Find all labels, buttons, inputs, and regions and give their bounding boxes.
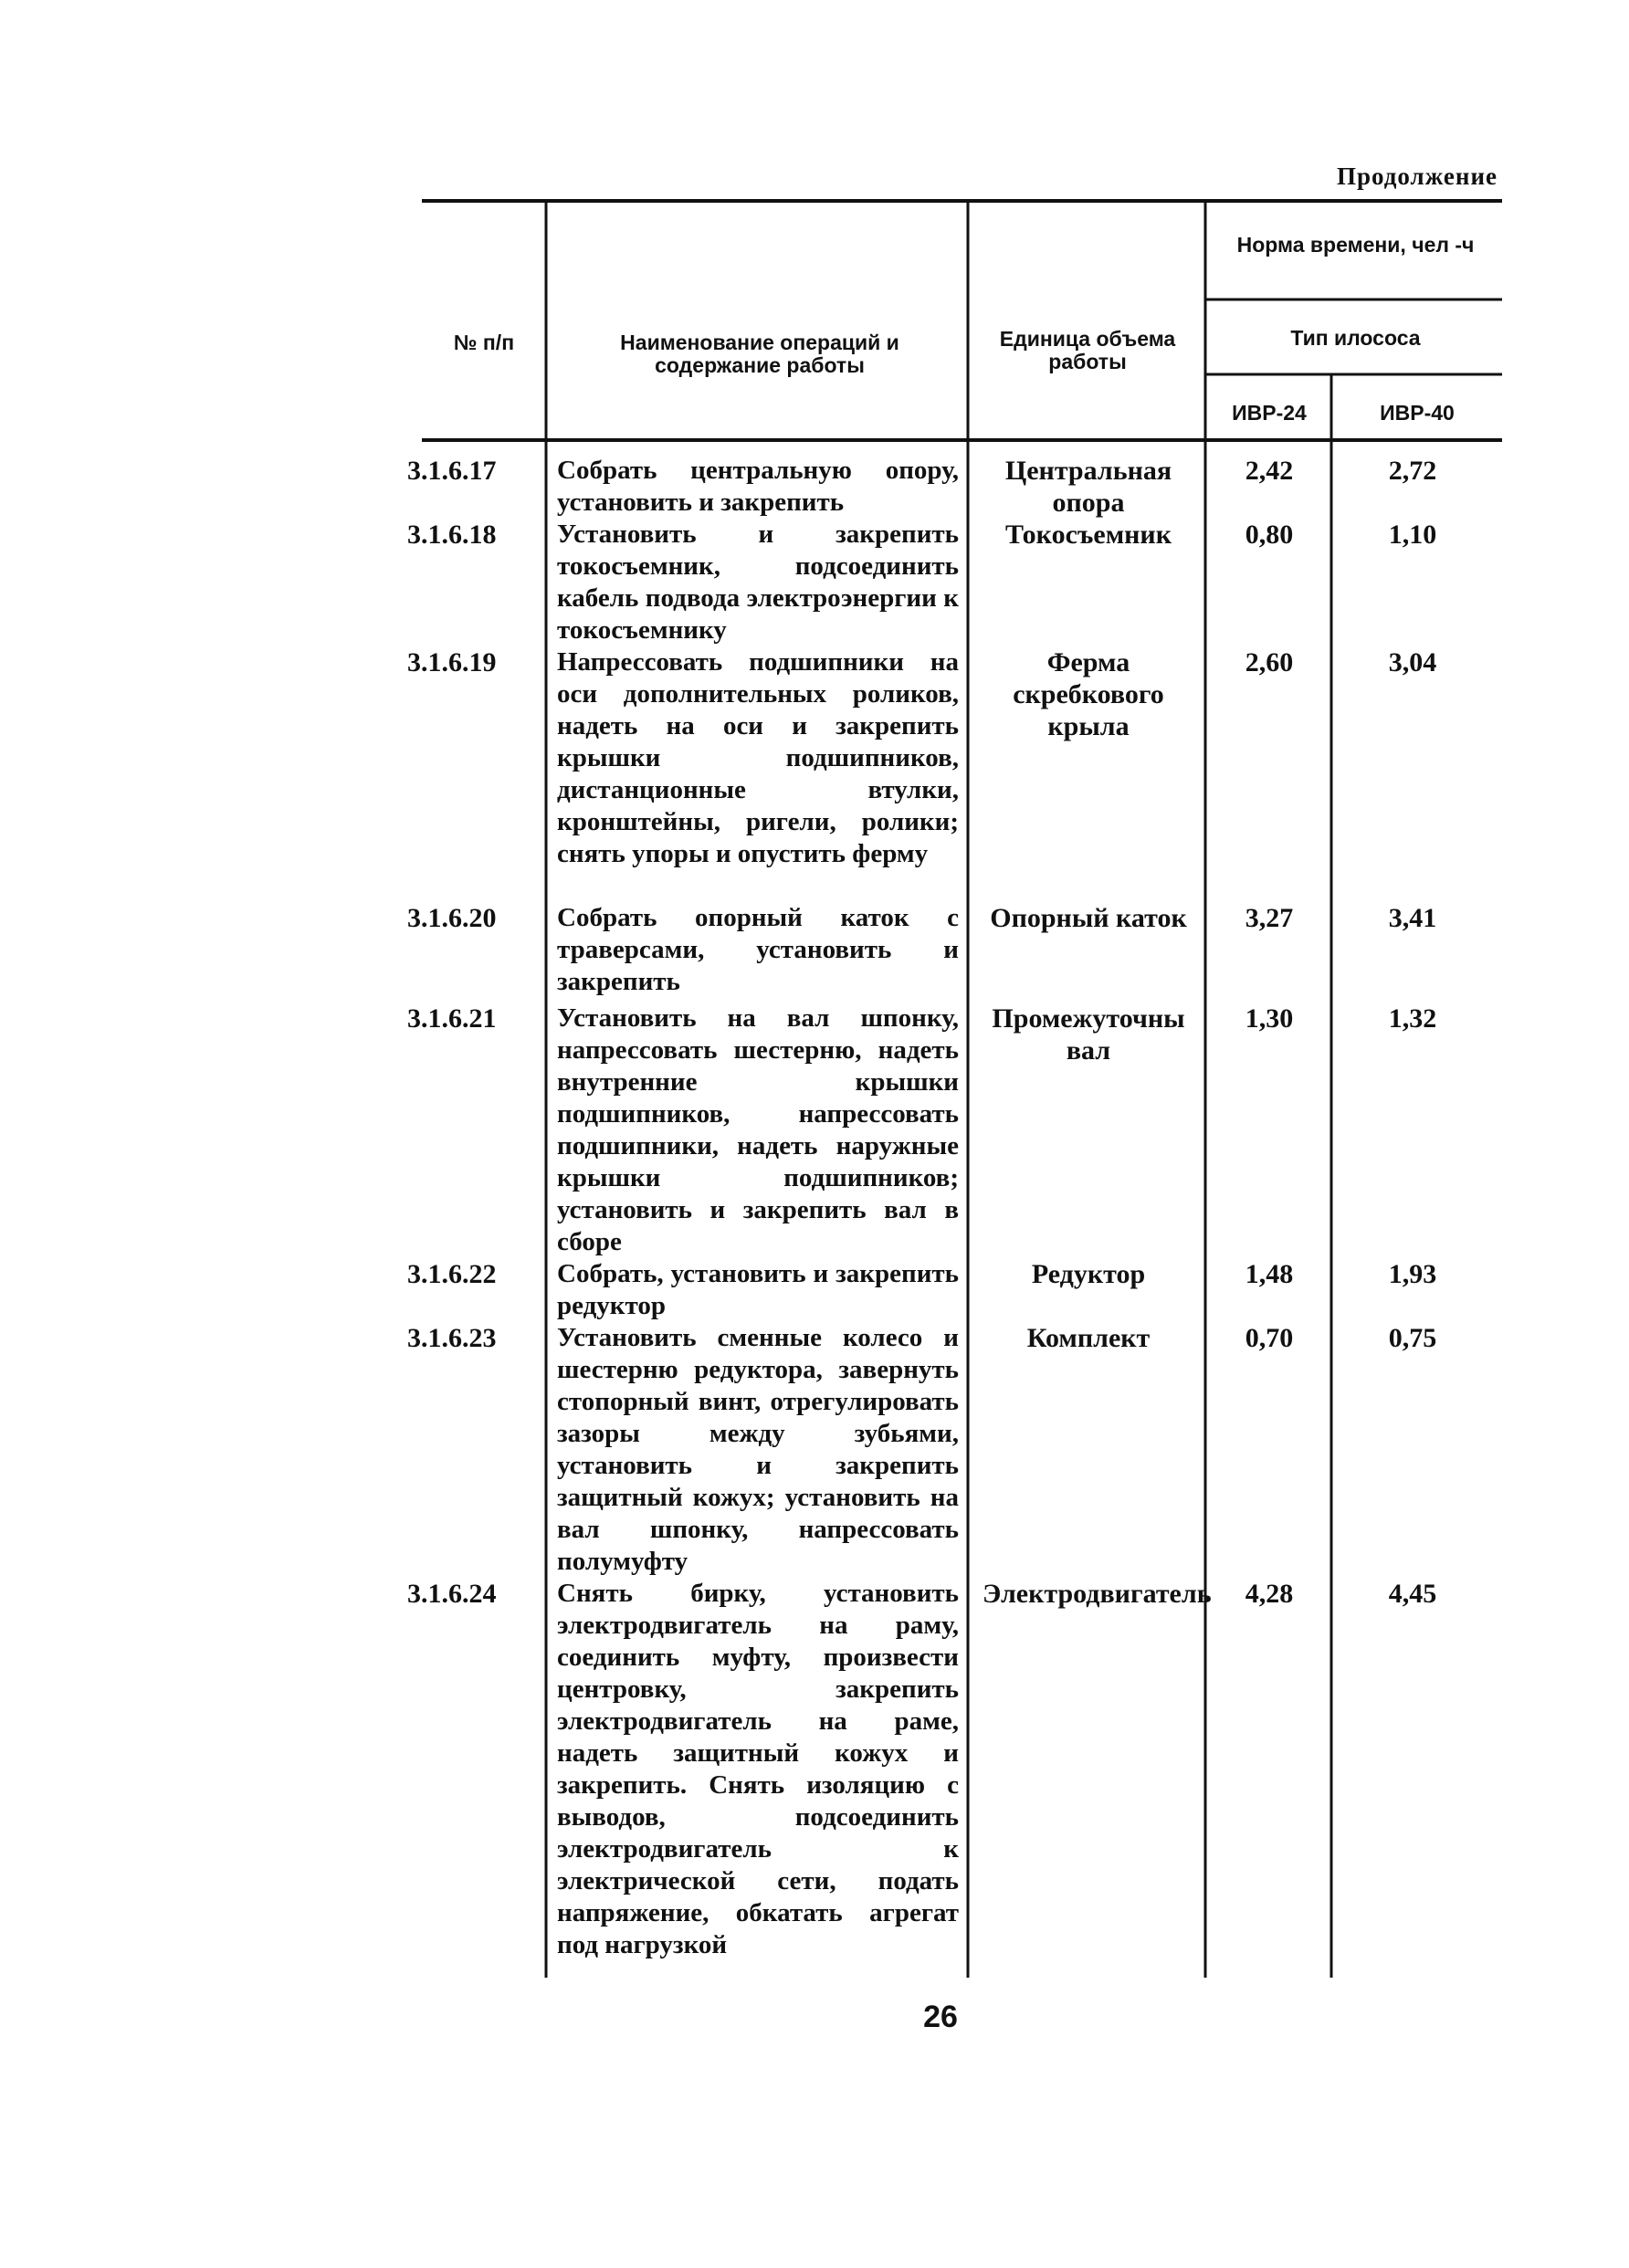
header-unit: Единица объема работы (999, 327, 1176, 373)
row-number: 3.1.6.20 (407, 903, 497, 933)
row-number: 3.1.6.17 (407, 456, 497, 486)
row-ivr40: 1,32 (1388, 1003, 1437, 1034)
row-unit: Редуктор (1031, 1259, 1146, 1289)
row-unit: Опорный каток (990, 903, 1187, 933)
row-ivr40: 3,04 (1388, 647, 1437, 677)
row-ivr40: 2,72 (1388, 456, 1437, 486)
row-ivr24: 4,28 (1245, 1579, 1294, 1609)
row-ivr24: 2,42 (1245, 456, 1294, 486)
row-operation: Установить сменные колесо и шестерню редуктора, завернуть стопорный винт, отрегулировать зазоры между зубьями, установить и закрепить защитный кожух; установить на вал шпонку, напрессовать полумуфту (557, 1323, 959, 1576)
row-unit: Центральная опора (1004, 456, 1172, 518)
row-ivr40: 1,10 (1388, 520, 1437, 550)
header-pump-type: Тип илососа (1290, 326, 1421, 350)
row-operation: Установить и закрепить токосъемник, подсоединить кабель подвода электроэнергии к токосъемнику (557, 520, 959, 645)
row-number: 3.1.6.24 (407, 1579, 497, 1609)
header-number: № п/п (453, 331, 515, 354)
row-unit: Комплект (1026, 1323, 1151, 1353)
row-operation: Собрать опорный каток с траверсами, установить и закрепить (557, 903, 959, 996)
row-unit: Токосъемник (1005, 520, 1172, 550)
row-ivr24: 1,30 (1245, 1003, 1294, 1034)
row-operation: Собрать центральную опору, установить и закрепить (557, 456, 959, 517)
row-ivr24: 3,27 (1245, 903, 1294, 933)
row-number: 3.1.6.19 (407, 647, 497, 677)
row-number: 3.1.6.22 (407, 1259, 497, 1289)
row-ivr24: 2,60 (1245, 647, 1294, 677)
header-norm: Норма времени, чел -ч (1236, 233, 1475, 257)
row-operation: Снять бирку, установить электродвигатель на раму, соединить муфту, произвести центровку, закрепить электродвигатель на раме, надеть защитный кожух и закрепить. Снять изоляцию с выводов, подсоединить электродвигатель к электрической сети, подать напряжение, обкатать агрегат под нагрузкой (557, 1579, 959, 1959)
header-operation: Наименование операций и содержание работы (620, 331, 899, 377)
row-number: 3.1.6.21 (407, 1003, 497, 1034)
row-number: 3.1.6.18 (407, 520, 497, 550)
operations-table (407, 197, 1502, 1978)
row-ivr24: 0,80 (1245, 520, 1294, 550)
continuation-label: Продолжение (1337, 163, 1498, 190)
row-ivr24: 0,70 (1245, 1323, 1294, 1353)
row-number: 3.1.6.23 (407, 1323, 497, 1353)
row-ivr40: 4,45 (1388, 1579, 1437, 1609)
header-ivr40: ИВР-40 (1380, 401, 1455, 425)
header-ivr24: ИВР-24 (1232, 401, 1307, 425)
row-unit: Электродвигатель (983, 1579, 1212, 1609)
row-unit: Ферма скребкового крыла (1013, 647, 1164, 741)
row-ivr40: 3,41 (1388, 903, 1437, 933)
row-ivr40: 1,93 (1388, 1259, 1437, 1289)
row-unit: Промежуточны вал (992, 1003, 1185, 1066)
row-operation: Установить на вал шпонку, напрессовать шестерню, надеть внутренние крышки подшипников, напрессовать подшипники, надеть наружные крышки подшипников; установить и закрепить вал в сборе (557, 1003, 959, 1256)
row-ivr24: 1,48 (1245, 1259, 1294, 1289)
row-operation: Напрессовать подшипники на оси дополнительных роликов, надеть на оси и закрепить крышки подшипников, дистанционные втулки, кронштейны, ригели, ролики; снять упоры и опустить ферму (557, 647, 959, 868)
page-number: 26 (923, 2000, 958, 2034)
row-ivr40: 0,75 (1388, 1323, 1437, 1353)
row-operation: Собрать, установить и закрепить редуктор (557, 1259, 959, 1320)
